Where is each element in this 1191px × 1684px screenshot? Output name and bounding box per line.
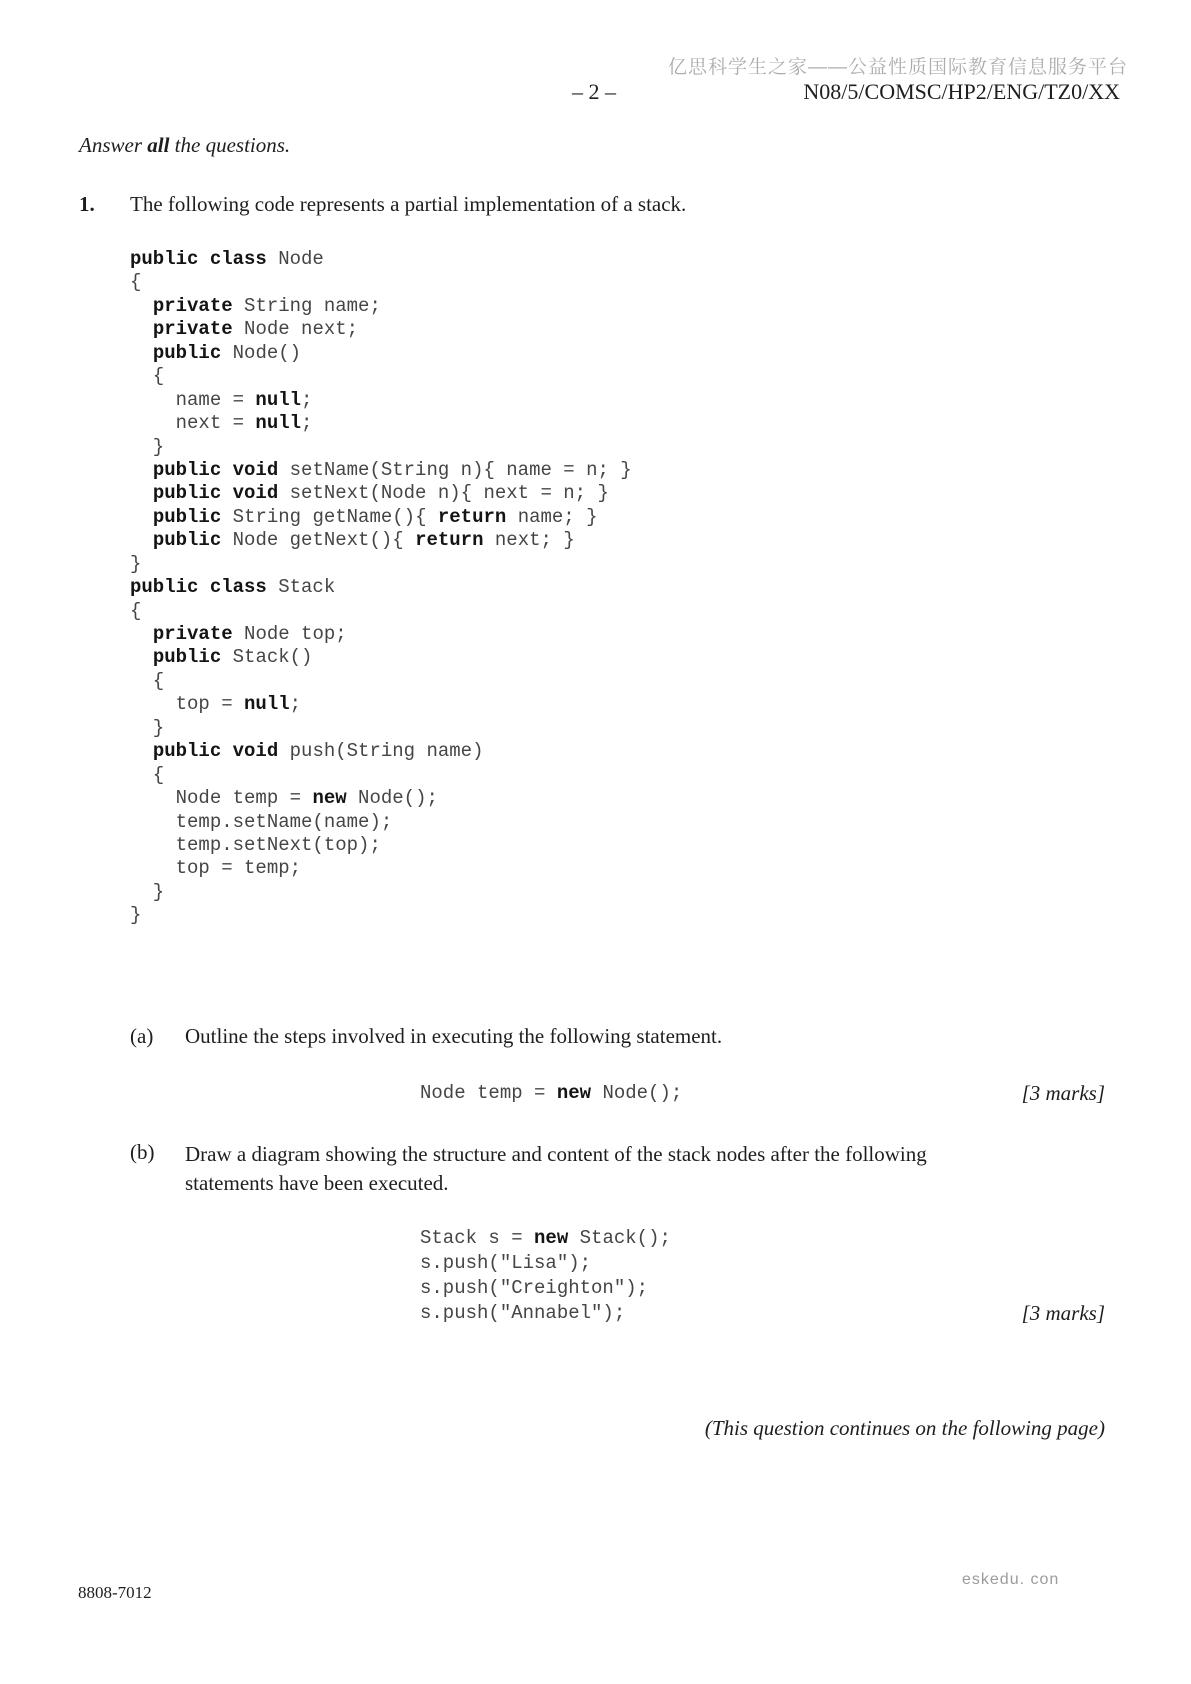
part-b-statements-code: Stack s = new Stack(); s.push("Lisa"); s.push("Creighton"); s.push("Annabel"); [420,1227,671,1324]
footer-site-watermark: eskedu. con [962,1571,1060,1588]
site-header-watermark: 亿思科学生之家——公益性质国际教育信息服务平台 [668,57,1129,78]
question-1-text: The following code represents a partial implementation of a stack. [130,192,687,216]
part-a-statement-code: Node temp = new Node(); [420,1082,683,1104]
part-a-marks: [3 marks] [1021,1081,1105,1105]
part-a-text: Outline the steps involved in executing the following statement. [185,1024,723,1048]
instructions-suffix: the questions. [169,133,291,157]
question-1-number: 1. [79,192,95,216]
instructions-prefix: Answer [79,133,148,157]
part-b-text: Draw a diagram showing the structure and content of the stack nodes after the following statements have been executed. [185,1142,927,1195]
page-number: – 2 – [572,79,616,104]
paper-code: N08/5/COMSC/HP2/ENG/TZ0/XX [803,79,1120,104]
continuation-note: (This question continues on the following page) [704,1416,1105,1440]
question-1-part-a [130,1024,722,1049]
part-b-label: (b) [130,1140,155,1164]
answer-instructions [79,133,290,158]
question-1-part-b [130,1140,995,1198]
instructions-bold-word: all [147,133,170,157]
part-b-marks: [3 marks] [1021,1301,1105,1325]
part-a-label: (a) [130,1024,154,1048]
footer-reference-number: 8808-7012 [78,1583,152,1602]
question-1-code-listing: public class Node { private String name; private Node next; public Node() { name = null; next = null; } public void setName(String n){ name = n; } public void setNext(Node n){ next = n; } public String getName(){ return name; } public Node getNext(){ return next; } } public class Stack { private Node top; public Stack() { top = null; } public void push(String name) { Node temp = new Node(); temp.setName(name); temp.setNext(top); top = temp; } } [130,248,632,927]
question-1 [79,192,686,217]
